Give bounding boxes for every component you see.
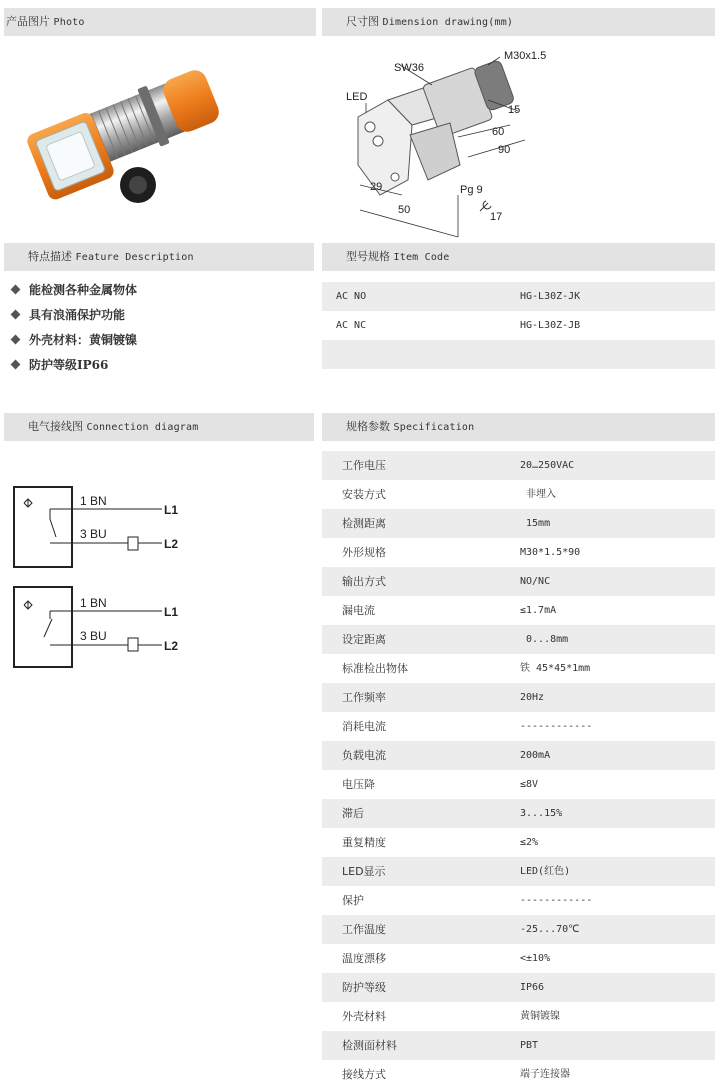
product-photo [20,45,235,220]
diamond-bullet-icon [11,335,21,345]
spec-value: 端子连接器 [520,1069,570,1080]
wiring-diagram [10,485,210,675]
dim-29: 29 [370,181,383,193]
spec-key: 工作电压 [342,459,386,472]
dim-thread: M30x1.5 [504,50,547,62]
dimension-header [322,8,715,36]
spec-value: 20Hz [520,692,545,703]
spec-value: ≤2% [520,837,539,848]
spec-row [322,1031,715,1060]
dim-17: 17 [490,211,503,223]
spec-header-en: Specification [393,422,475,433]
feature-item: 具有浪涌保护功能 [12,306,125,323]
spec-row [322,973,715,1002]
spec-row [322,567,715,596]
photo-header-en: Photo [53,17,85,28]
wire-l1-1: L1 [164,503,179,517]
wrench-icon [480,201,491,211]
photo-header-zh: 产品图片 [6,15,50,28]
dim-led: LED [346,91,368,103]
spec-row [322,799,715,828]
spec-key: 外壳材料 [342,1010,386,1023]
wire-bu-1: 3 BU [80,527,107,541]
spec-key: 设定距离 [342,633,386,646]
feature-header [4,243,314,271]
spec-key: 安装方式 [342,488,386,501]
wire-bu-2: 3 BU [80,629,107,643]
spec-row [322,741,715,770]
item-header [322,243,715,271]
spec-header [322,413,715,441]
feature-item: 防护等级IP66 [12,356,108,373]
item-row: AC NO HG-L30Z-JK [322,282,715,311]
spec-key: 标准检出物体 [342,662,408,675]
spec-row [322,451,715,480]
spec-key: 防护等级 [342,981,386,994]
spec-row [322,654,715,683]
spec-key: 输出方式 [342,575,386,588]
spec-value: ------------ [520,721,593,732]
spec-key: 接线方式 [342,1068,386,1081]
photo-header [4,8,316,36]
spec-key: 负载电流 [342,749,386,762]
spec-row [322,712,715,741]
spec-value: 黄铜镀镍 [520,1011,560,1022]
spec-value: NO/NC [520,576,551,587]
spec-row [322,944,715,973]
spec-row [322,509,715,538]
wire-l1-2: L1 [164,605,179,619]
feature-header-zh: 特点描述 [28,250,72,263]
item-header-en: Item Code [393,252,450,263]
spec-header-zh: 规格参数 [346,420,390,433]
spec-value: IP66 [520,982,545,993]
wire-l2-1: L2 [164,537,179,551]
dim-pg: Pg 9 [460,184,483,196]
diamond-bullet-icon [11,285,21,295]
spec-value: 非埋入 [520,489,557,500]
connection-header-en: Connection diagram [86,422,199,433]
spec-row [322,915,715,944]
spec-row [322,538,715,567]
dim-50: 50 [398,204,411,216]
spec-value: 15mm [520,518,551,529]
spec-value: ≤1.7mA [520,605,557,616]
dim-90: 90 [498,144,511,156]
spec-row [322,480,715,509]
spec-row [322,1060,715,1089]
dimension-header-en: Dimension drawing(mm) [382,17,514,28]
spec-value: -25...70℃ [520,924,580,935]
spec-key: 电压降 [342,778,375,791]
spec-key: 检测面材料 [342,1039,397,1052]
connection-header [4,413,314,441]
spec-key: 漏电流 [342,604,375,617]
item-header-zh: 型号规格 [346,250,390,263]
spec-value: 20…250VAC [520,460,575,471]
spec-key: 保护 [342,894,364,907]
dim-15: 15 [508,104,521,116]
spec-key: 温度漂移 [342,952,386,965]
spec-row [322,886,715,915]
item-row-empty [322,340,715,369]
spec-key: 工作温度 [342,923,386,936]
spec-value: LED(红色) [520,866,571,877]
spec-key: 重复精度 [342,836,386,849]
diamond-bullet-icon [11,310,21,320]
feature-item: 能检测各种金属物体 [12,281,137,298]
feature-header-en: Feature Description [75,252,194,263]
spec-row [322,857,715,886]
dim-sw: SW36 [394,62,424,74]
spec-row [322,828,715,857]
spec-value: 200mA [520,750,551,761]
dimension-drawing [340,45,580,240]
spec-value: PBT [520,1040,539,1051]
feature-item: 外壳材料：黄铜镀镍 [12,331,137,348]
spec-row [322,596,715,625]
spec-value: M30*1.5*90 [520,547,581,558]
spec-value: 铁 45*45*1mm [520,663,591,674]
spec-key: 消耗电流 [342,720,386,733]
spec-value: <±10% [520,953,551,964]
wire-l2-2: L2 [164,639,179,653]
spec-value: 3...15% [520,808,563,819]
spec-key: 工作频率 [342,691,386,704]
spec-row [322,683,715,712]
wire-bn-2: 1 BN [80,596,107,610]
dim-60: 60 [492,126,505,138]
spec-key: LED显示 [342,865,386,878]
dimension-header-zh: 尺寸图 [346,15,379,28]
spec-key: 滞后 [342,807,364,820]
spec-row [322,625,715,654]
spec-key: 外形规格 [342,546,386,559]
spec-value: ------------ [520,895,593,906]
wire-bn-1: 1 BN [80,494,107,508]
connection-header-zh: 电气接线图 [28,420,83,433]
spec-value: 0...8mm [520,634,569,645]
spec-key: 检测距离 [342,517,386,530]
spec-row [322,1002,715,1031]
diamond-bullet-icon [11,360,21,370]
item-row: AC NC HG-L30Z-JB [336,320,581,331]
spec-value: ≤8V [520,779,539,790]
spec-row [322,770,715,799]
